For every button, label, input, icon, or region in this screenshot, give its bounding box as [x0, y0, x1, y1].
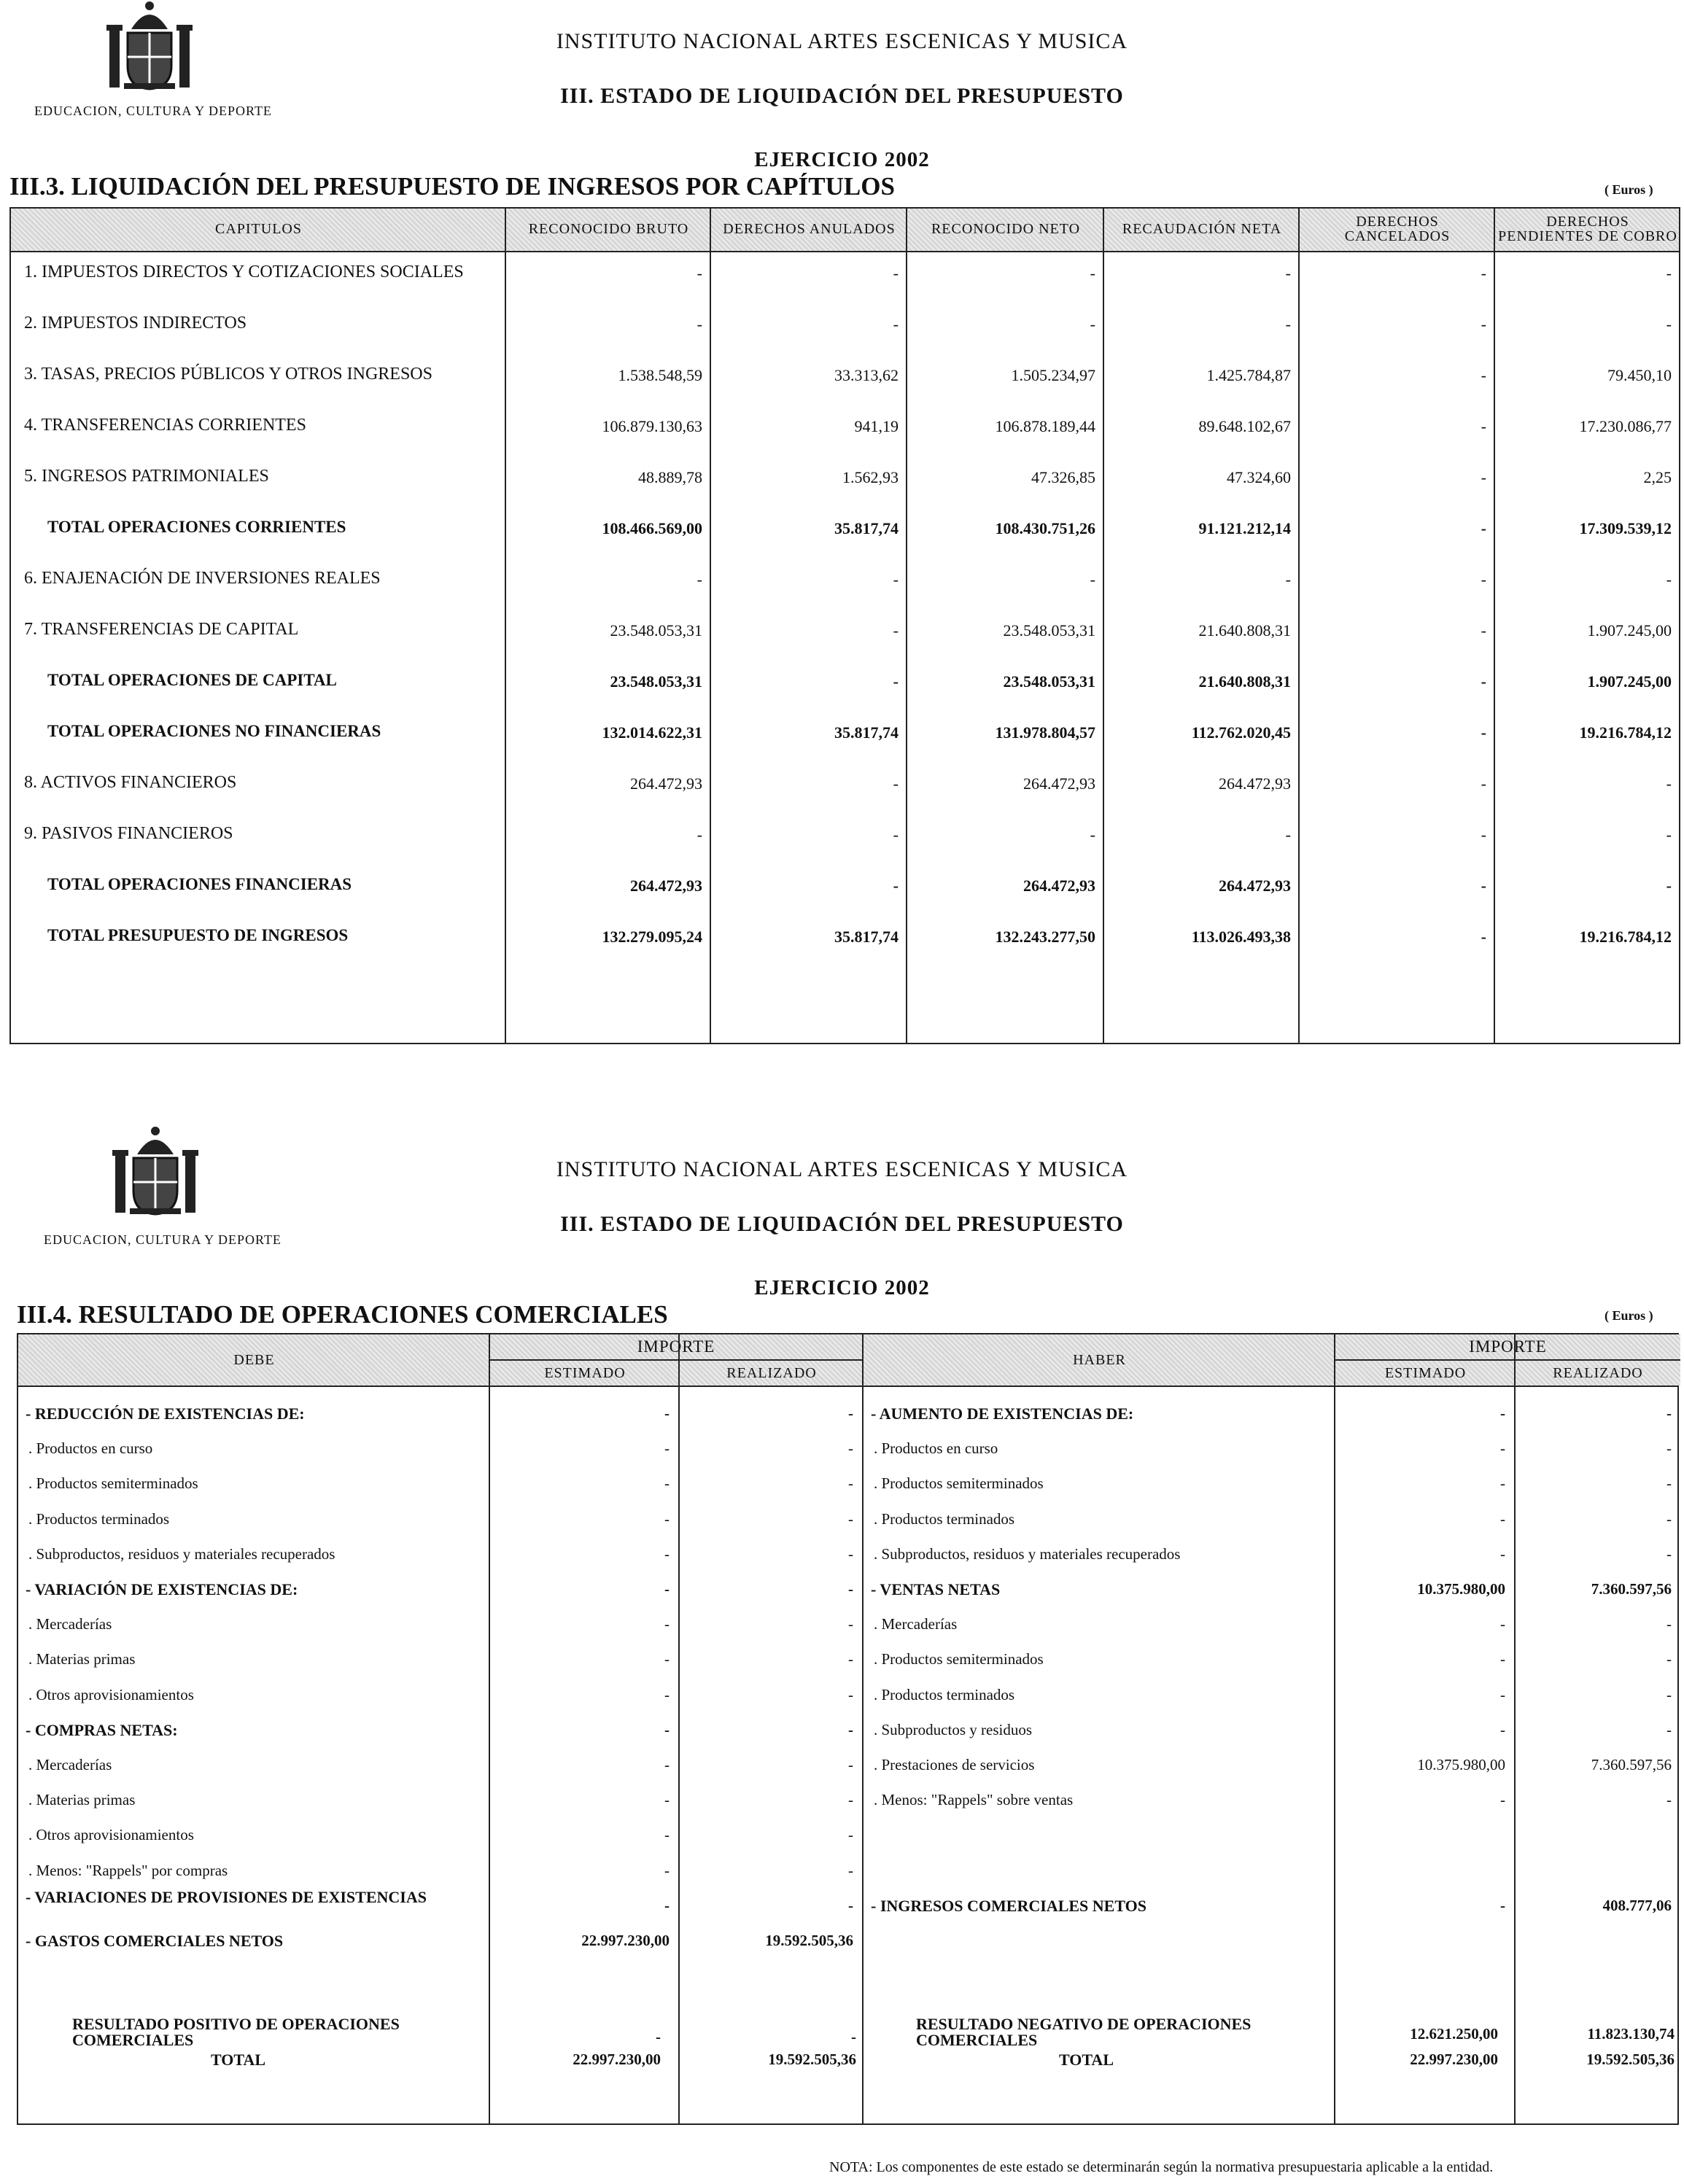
row-label: . Productos semiterminados [28, 1474, 198, 1493]
cell-value: 132.279.095,24 [602, 928, 702, 946]
total-haber-row [862, 2051, 1680, 2075]
cell-value: 19.216.784,12 [1579, 928, 1672, 946]
table-row [11, 404, 1679, 455]
haber-row [18, 1853, 1677, 1888]
realizado-value: - [1666, 1474, 1672, 1493]
realizado-value: 19.592.505,36 [765, 1932, 853, 1949]
fiscal-year: EJERCICIO 2002 [754, 148, 930, 171]
importe-header: IMPORTE [1469, 1337, 1547, 1356]
haber-row [18, 1536, 1677, 1571]
cell-value: - [1481, 877, 1486, 895]
row-label: . Productos en curso [874, 1439, 998, 1458]
cell-value: - [1481, 672, 1486, 691]
row-label: . Materias primas [28, 1650, 136, 1668]
realizado-value: - [1666, 1544, 1672, 1563]
cell-value: 112.762.020,45 [1191, 723, 1291, 742]
total-haber-estimado: 22.997.230,00 [1410, 2051, 1498, 2068]
realizado-value: - [848, 1791, 853, 1809]
row-label: 7. TRANSFERENCIAS DE CAPITAL [24, 620, 299, 639]
haber-row [18, 1817, 1677, 1852]
row-label: - VARIACIÓN DE EXISTENCIAS DE: [26, 1580, 298, 1598]
table-row [11, 761, 1679, 812]
cell-value: 1.425.784,87 [1206, 366, 1291, 384]
realizado-value: - [848, 1720, 853, 1738]
realizado-value: - [1666, 1685, 1672, 1703]
cell-value: 17.230.086,77 [1579, 417, 1672, 435]
cell-value: 106.879.130,63 [602, 417, 702, 435]
cell-value: - [1666, 264, 1672, 282]
estimado-value: - [664, 1615, 670, 1633]
realizado-value: - [1666, 1439, 1672, 1458]
realizado-value: - [848, 1826, 853, 1844]
column-header: DERECHOS ANULADOS [723, 221, 896, 237]
row-label: - GASTOS COMERCIALES NETOS [26, 1932, 284, 1950]
total-debe-label: TOTAL [211, 2051, 265, 2069]
cell-value: 47.326,85 [1031, 468, 1095, 486]
estimado-value: 22.997.230,00 [581, 1932, 670, 1949]
table-row [11, 710, 1679, 761]
footnote: NOTA: Los componentes de este estado se determinarán según la normativa presupuestaria aplicable a la entidad. [829, 2159, 1494, 2175]
cell-value: 79.450,10 [1607, 366, 1672, 384]
row-label: . Productos terminados [28, 1509, 170, 1528]
row-label: . Subproductos y residuos [874, 1720, 1032, 1738]
realizado-value: - [1666, 1509, 1672, 1528]
row-label: 6. ENAJENACIÓN DE INVERSIONES REALES [24, 569, 381, 588]
table-row [11, 506, 1679, 557]
estimado-value: - [1500, 1439, 1505, 1458]
row-label: . Subproductos, residuos y materiales recuperados [28, 1544, 335, 1563]
estimado-value: - [664, 1720, 670, 1738]
table-row [11, 557, 1679, 608]
realizado-value: - [1666, 1404, 1672, 1422]
cell-value: - [1090, 825, 1095, 844]
row-label: 5. INGRESOS PATRIMONIALES [24, 467, 269, 486]
estimado-value: - [1500, 1404, 1505, 1422]
cell-value: 264.472,93 [1023, 774, 1095, 793]
row-label: . Productos en curso [28, 1439, 153, 1458]
statement-title: III. ESTADO DE LIQUIDACIÓN DEL PRESUPUESTO [560, 84, 1124, 108]
row-label: - AUMENTO DE EXISTENCIAS DE: [871, 1404, 1134, 1423]
row-label: . Menos: "Rappels" sobre ventas [874, 1791, 1074, 1809]
realizado-value: - [1666, 1791, 1672, 1809]
cell-value: - [1090, 315, 1095, 333]
realizado-value: - [848, 1580, 853, 1598]
row-label: . Otros aprovisionamientos [28, 1826, 194, 1844]
cell-value: 89.648.102,67 [1198, 417, 1291, 435]
estimado-value: - [664, 1650, 670, 1668]
cell-value: - [1285, 825, 1291, 844]
row-label: TOTAL OPERACIONES FINANCIERAS [47, 875, 352, 893]
column-header: DERECHOS CANCELADOS [1344, 214, 1451, 244]
table-header [18, 1334, 1677, 1387]
row-label: 3. TASAS, PRECIOS PÚBLICOS Y OTROS INGRESOS [24, 365, 432, 384]
cell-value: 19.216.784,12 [1579, 723, 1672, 742]
realizado-value: 7.360.597,56 [1591, 1756, 1672, 1773]
row-label: - REDUCCIÓN DE EXISTENCIAS DE: [26, 1404, 305, 1423]
cell-value: 35.817,74 [834, 519, 899, 537]
estimado-value: - [664, 1404, 670, 1422]
estimado-value: - [664, 1791, 670, 1809]
haber-row [18, 1677, 1677, 1712]
estimado-value: - [1500, 1615, 1505, 1633]
total-haber-realizado: 19.592.505,36 [1586, 2051, 1675, 2068]
estimado-value: - [1500, 1685, 1505, 1703]
divider [1335, 1359, 1680, 1361]
ministry-name: EDUCACION, CULTURA Y DEPORTE [34, 104, 272, 118]
result-positive-realizado: - [851, 2028, 856, 2045]
cell-value: - [1481, 570, 1486, 588]
cell-value: 33.313,62 [834, 366, 899, 384]
cell-value: - [893, 877, 899, 895]
realizado-value: - [848, 1756, 853, 1773]
row-label: . Productos terminados [874, 1509, 1015, 1528]
realizado-value: 408.777,06 [1602, 1896, 1672, 1914]
table-row [11, 302, 1679, 353]
realizado-value: 7.360.597,56 [1591, 1580, 1672, 1598]
row-label: 8. ACTIVOS FINANCIEROS [24, 773, 237, 792]
result-negative-estimado: 12.621.250,00 [1410, 2025, 1498, 2043]
row-label: . Subproductos, residuos y materiales recuperados [874, 1544, 1181, 1563]
cell-value: 1.562,93 [842, 468, 899, 486]
realizado-value: - [848, 1650, 853, 1668]
cell-value: 21.640.808,31 [1198, 672, 1291, 691]
row-label: . Otros aprovisionamientos [28, 1685, 194, 1703]
estimado-value: - [1500, 1650, 1505, 1668]
estimado-value: - [1500, 1509, 1505, 1528]
estimado-value: - [664, 1580, 670, 1598]
cell-value: 23.548.053,31 [1003, 672, 1095, 691]
row-label: - COMPRAS NETAS: [26, 1720, 178, 1739]
estimado-value: - [1500, 1720, 1505, 1738]
income-budget-table [9, 207, 1680, 1044]
estimado-value: - [1500, 1544, 1505, 1563]
cell-value: - [1666, 774, 1672, 793]
total-haber-label: TOTAL [1059, 2051, 1114, 2069]
cell-value: 48.889,78 [638, 468, 702, 486]
cell-value: - [1666, 570, 1672, 588]
cell-value: 113.026.493,38 [1191, 928, 1291, 946]
cell-value: 1.907.245,00 [1587, 672, 1672, 691]
cell-value: - [697, 264, 702, 282]
row-label: - VARIACIONES DE PROVISIONES DE EXISTENCIAS [26, 1887, 427, 1906]
row-label: . Prestaciones de servicios [874, 1756, 1035, 1773]
realizado-value: - [1666, 1650, 1672, 1668]
realizado-value: - [848, 1896, 853, 1914]
cell-value: 23.548.053,31 [610, 621, 702, 640]
institute-title: INSTITUTO NACIONAL ARTES ESCENICAS Y MUSICA [556, 1157, 1128, 1181]
row-label: - INGRESOS COMERCIALES NETOS [871, 1896, 1146, 1915]
estimado-value: - [664, 1826, 670, 1844]
row-label: TOTAL OPERACIONES NO FINANCIERAS [47, 722, 381, 740]
row-label: . Menos: "Rappels" por compras [28, 1861, 228, 1879]
column-header: CAPITULOS [214, 221, 302, 237]
cell-value: 91.121.212,14 [1198, 519, 1291, 537]
table-row [11, 659, 1679, 710]
realizado-header: REALIZADO [1553, 1365, 1643, 1381]
statement-title: III. ESTADO DE LIQUIDACIÓN DEL PRESUPUESTO [560, 1212, 1124, 1236]
cell-value: 264.472,93 [1219, 774, 1291, 793]
cell-value: 106.878.189,44 [995, 417, 1095, 435]
cell-value: - [893, 672, 899, 691]
haber-row [18, 1606, 1677, 1641]
cell-value: 2,25 [1643, 468, 1672, 486]
cell-value: - [1666, 877, 1672, 895]
units-label: ( Euros ) [1605, 1308, 1653, 1323]
estimado-value: - [664, 1861, 670, 1879]
row-label: - VENTAS NETAS [871, 1580, 1001, 1598]
cell-value: - [1481, 774, 1486, 793]
estimado-value: - [664, 1756, 670, 1773]
result-positive-row [18, 2016, 862, 2051]
cell-value: 941,19 [854, 417, 899, 435]
estimado-header: ESTIMADO [544, 1365, 626, 1381]
row-label: 1. IMPUESTOS DIRECTOS Y COTIZACIONES SOCIALES [24, 263, 464, 281]
haber-row [18, 1396, 1677, 1431]
units-label: ( Euros ) [1605, 182, 1653, 197]
cell-value: 35.817,74 [834, 723, 899, 742]
cell-value: - [1481, 621, 1486, 640]
ministry-name: EDUCACION, CULTURA Y DEPORTE [44, 1232, 282, 1247]
haber-row [18, 1712, 1677, 1747]
cell-value: - [893, 264, 899, 282]
haber-row [18, 1501, 1677, 1536]
realizado-header: REALIZADO [726, 1365, 817, 1381]
estimado-value: - [664, 1896, 670, 1914]
estimado-value: - [664, 1439, 670, 1458]
cell-value: 264.472,93 [630, 774, 702, 793]
total-debe-row [18, 2051, 862, 2075]
row-label: TOTAL PRESUPUESTO DE INGRESOS [47, 926, 349, 944]
row-label: 2. IMPUESTOS INDIRECTOS [24, 314, 247, 333]
realizado-value: - [848, 1404, 853, 1422]
realizado-value: - [848, 1685, 853, 1703]
cell-value: - [697, 825, 702, 844]
realizado-value: - [848, 1861, 853, 1879]
estimado-value: - [664, 1509, 670, 1528]
cell-value: - [893, 825, 899, 844]
institute-title: INSTITUTO NACIONAL ARTES ESCENICAS Y MUSICA [556, 29, 1128, 53]
realizado-value: - [848, 1509, 853, 1528]
cell-value: 108.430.751,26 [995, 519, 1095, 537]
haber-header: HABER [1073, 1352, 1126, 1368]
row-label: 4. TRANSFERENCIAS CORRIENTES [24, 416, 306, 435]
cell-value: 1.505.234,97 [1011, 366, 1095, 384]
result-positive-label: RESULTADO POSITIVO DE OPERACIONES COMERCIALES [72, 2015, 400, 2049]
debe-header: DEBE [233, 1352, 275, 1368]
cell-value: 264.472,93 [630, 877, 702, 895]
cell-value: - [1666, 825, 1672, 844]
cell-value: - [893, 570, 899, 588]
cell-value: - [1666, 315, 1672, 333]
row-label: TOTAL OPERACIONES DE CAPITAL [47, 671, 337, 689]
cell-value: - [1481, 825, 1486, 844]
commercial-operations-table [17, 1333, 1679, 2125]
haber-row [18, 1747, 1677, 1782]
realizado-value: - [848, 1544, 853, 1563]
row-label: TOTAL OPERACIONES CORRIENTES [47, 518, 346, 536]
table-row [11, 863, 1679, 914]
cell-value: 21.640.808,31 [1198, 621, 1291, 640]
haber-row [18, 1782, 1677, 1817]
cell-value: 17.309.539,12 [1579, 519, 1672, 537]
cell-value: 264.472,93 [1219, 877, 1291, 895]
column-header: RECONOCIDO NETO [931, 221, 1081, 237]
realizado-value: - [1666, 1615, 1672, 1633]
importe-header: IMPORTE [637, 1337, 715, 1356]
row-label: . Productos semiterminados [874, 1474, 1044, 1493]
haber-row [18, 1431, 1677, 1466]
table-row [11, 812, 1679, 863]
row-label: . Mercaderías [28, 1756, 112, 1773]
table-row [11, 608, 1679, 659]
cell-value: - [1285, 315, 1291, 333]
cell-value: 23.548.053,31 [1003, 621, 1095, 640]
haber-row [18, 1571, 1677, 1606]
column-header: DERECHOS PENDIENTES DE COBRO [1498, 214, 1677, 244]
row-label: 9. PASIVOS FINANCIEROS [24, 824, 233, 843]
estimado-value: - [1500, 1791, 1505, 1809]
cell-value: 47.324,60 [1227, 468, 1291, 486]
cell-value: - [697, 315, 702, 333]
realizado-value: - [848, 1474, 853, 1493]
row-label: . Productos semiterminados [874, 1650, 1044, 1668]
cell-value: 132.014.622,31 [602, 723, 702, 742]
realizado-value: - [848, 1615, 853, 1633]
cell-value: 108.466.569,00 [602, 519, 702, 537]
row-label: . Materias primas [28, 1791, 136, 1809]
cell-value: - [1285, 264, 1291, 282]
cell-value: - [697, 570, 702, 588]
section1-title: III.3. LIQUIDACIÓN DEL PRESUPUESTO DE INGRESOS POR CAPÍTULOS [9, 172, 895, 201]
cell-value: - [1481, 723, 1486, 742]
cell-value: - [1090, 570, 1095, 588]
row-label: . Productos terminados [874, 1685, 1015, 1703]
table-row [11, 914, 1679, 965]
realizado-value: - [848, 1439, 853, 1458]
estimado-value: - [1500, 1474, 1505, 1493]
estimado-value: 10.375.980,00 [1417, 1580, 1505, 1598]
cell-value: - [1481, 264, 1486, 282]
cell-value: - [1481, 928, 1486, 946]
row-label: . Mercaderías [28, 1615, 112, 1633]
section2-title: III.4. RESULTADO DE OPERACIONES COMERCIALES [17, 1300, 668, 1329]
cell-value: - [1481, 468, 1486, 486]
estimado-value: - [664, 1685, 670, 1703]
row-label: . Mercaderías [874, 1615, 958, 1633]
cell-value: 131.978.804,57 [995, 723, 1095, 742]
total-debe-realizado: 19.592.505,36 [768, 2051, 856, 2068]
cell-value: - [1481, 519, 1486, 537]
cell-value: - [1481, 366, 1486, 384]
cell-value: 1.907.245,00 [1587, 621, 1672, 640]
estimado-value: - [664, 1544, 670, 1563]
cell-value: 23.548.053,31 [610, 672, 702, 691]
estimado-value: - [664, 1474, 670, 1493]
cell-value: 35.817,74 [834, 928, 899, 946]
fiscal-year: EJERCICIO 2002 [754, 1276, 930, 1299]
table-row [11, 455, 1679, 506]
result-negative-row [862, 2016, 1680, 2051]
total-debe-estimado: 22.997.230,00 [573, 2051, 661, 2068]
column-header: RECONOCIDO BRUTO [528, 221, 689, 237]
estimado-header: ESTIMADO [1384, 1365, 1467, 1381]
estimado-value: - [1500, 1896, 1505, 1914]
cell-value: - [893, 774, 899, 793]
cell-value: - [893, 315, 899, 333]
result-positive-estimado: - [656, 2028, 661, 2045]
result-negative-realizado: 11.823.130,74 [1587, 2025, 1675, 2043]
estimado-value: 10.375.980,00 [1417, 1756, 1505, 1773]
cell-value: 264.472,93 [1023, 877, 1095, 895]
cell-value: - [1481, 315, 1486, 333]
haber-row [18, 1888, 1677, 1923]
cell-value: 132.243.277,50 [995, 928, 1095, 946]
cell-value: - [1285, 570, 1291, 588]
haber-row [18, 1641, 1677, 1676]
haber-row [18, 1923, 1677, 1958]
cell-value: - [1090, 264, 1095, 282]
table-row [11, 353, 1679, 404]
divider [490, 1359, 864, 1361]
result-negative-label: RESULTADO NEGATIVO DE OPERACIONES COMERCIALES [916, 2015, 1252, 2049]
haber-row [18, 1466, 1677, 1501]
cell-value: - [893, 621, 899, 640]
table-row [11, 251, 1679, 302]
realizado-value: - [1666, 1720, 1672, 1738]
cell-value: 1.538.548,59 [618, 366, 702, 384]
cell-value: - [1481, 417, 1486, 435]
column-header: RECAUDACIÓN NETA [1122, 221, 1282, 237]
